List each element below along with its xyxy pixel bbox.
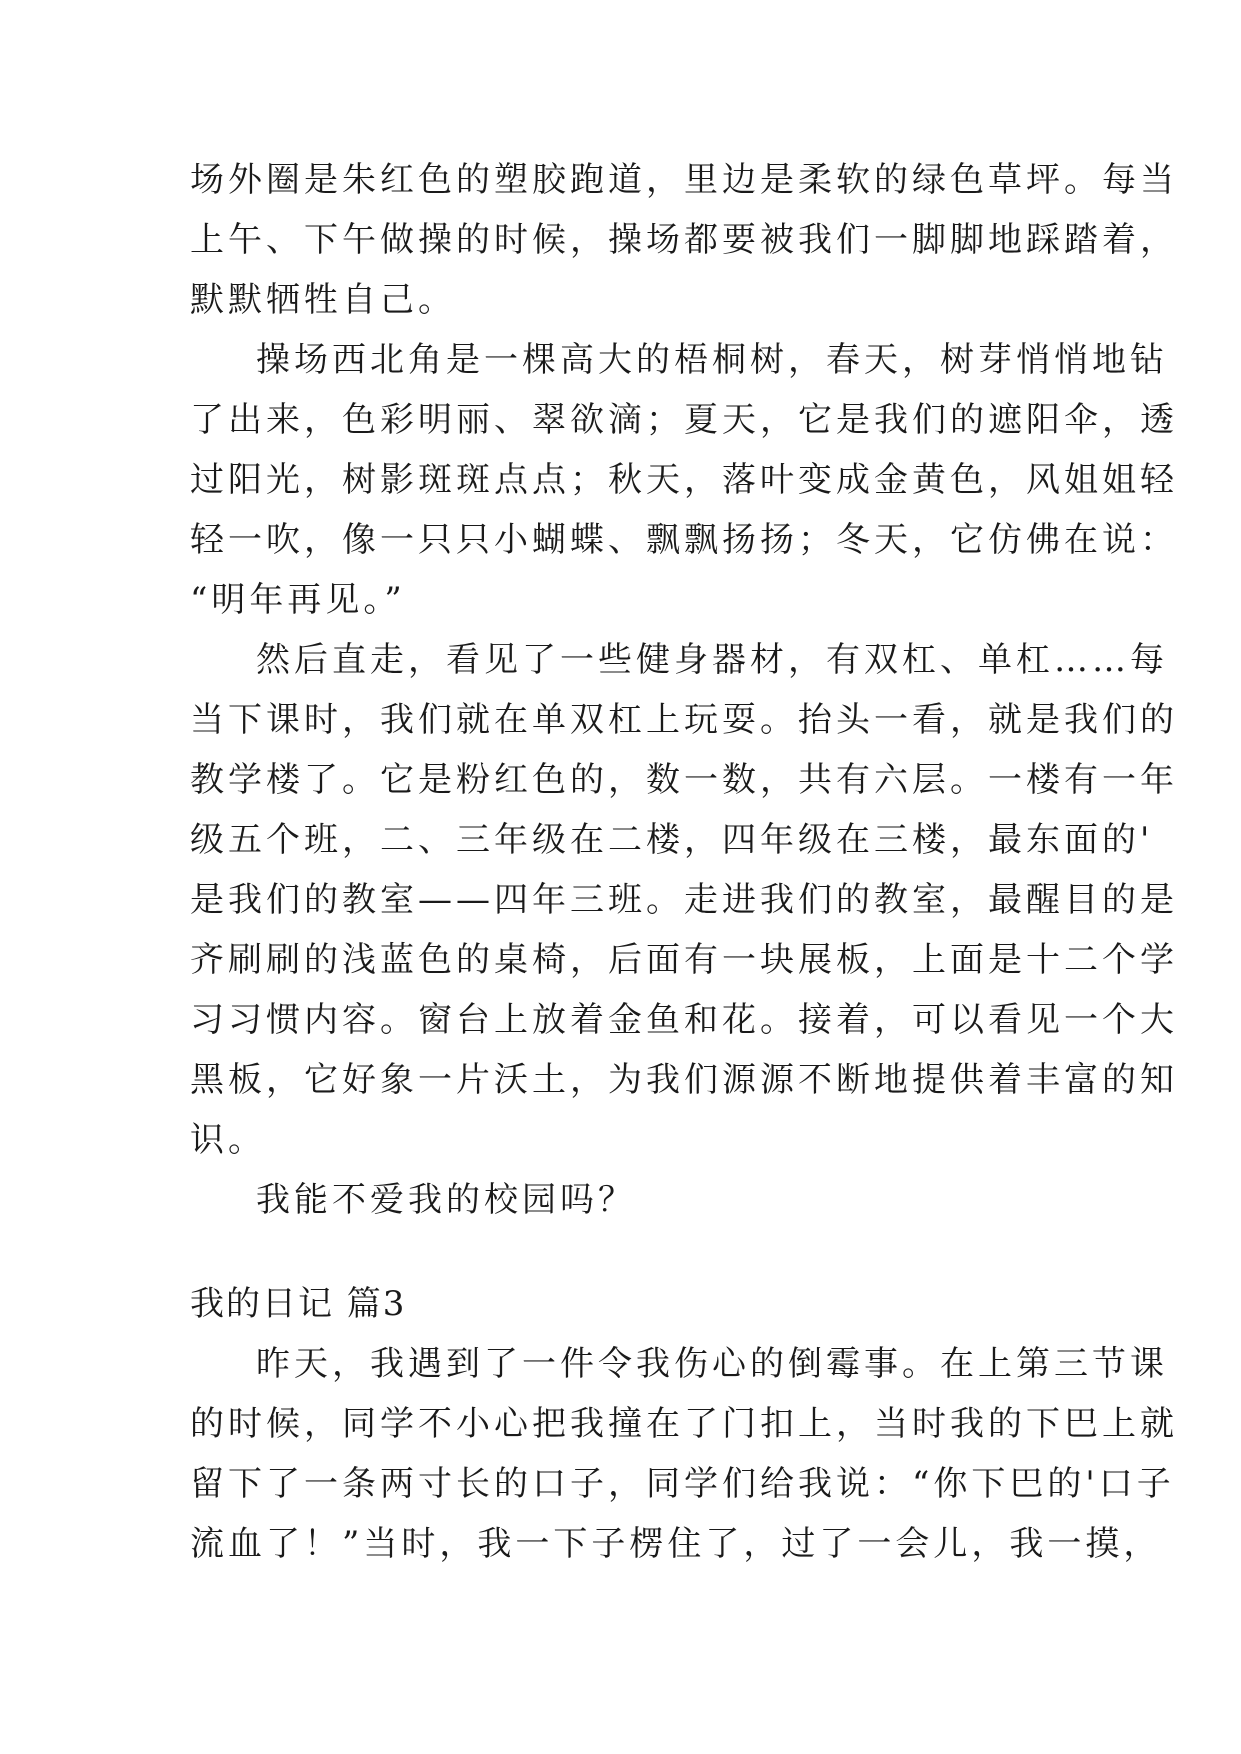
text-line: 操场西北角是一棵高大的梧桐树，春天，树芽悄悄地钻 <box>256 340 1168 380</box>
text-line: 习习惯内容。窗台上放着金鱼和花。接着，可以看见一个大 <box>190 1000 1178 1040</box>
paragraph-1 <box>190 150 1178 330</box>
text-line: 黑板，它好象一片沃土，为我们源源不断地提供着丰富的知 <box>190 1060 1178 1100</box>
text-line: 当下课时，我们就在单双杠上玩耍。抬头一看，就是我们的 <box>190 700 1178 740</box>
text-line: 的时候，同学不小心把我撞在了门扣上，当时我的下巴上就 <box>190 1404 1178 1444</box>
text-line: 了出来，色彩明丽、翠欲滴；夏天，它是我们的遮阳伞，透 <box>190 400 1178 440</box>
paragraph-3 <box>190 630 1178 1170</box>
text-line: 然后直走，看见了一些健身器材，有双杠、单杠……每 <box>256 640 1168 680</box>
text-line: 我能不爱我的校园吗？ <box>256 1180 636 1220</box>
section-spacer <box>190 1230 1060 1274</box>
text-line: 识。 <box>190 1120 266 1160</box>
text-line: “明年再见。” <box>190 580 406 620</box>
text-line: 轻一吹，像一只只小蝴蝶、飘飘扬扬；冬天，它仿佛在说： <box>190 520 1178 560</box>
section-heading: 我的日记 篇3 <box>190 1284 407 1324</box>
text-line: 默默牺牲自己。 <box>190 280 456 320</box>
text-line: 上午、下午做操的时候，操场都要被我们一脚脚地踩踏着， <box>190 220 1178 260</box>
text-line: 级五个班，二、三年级在二楼，四年级在三楼，最东面的' <box>190 820 1154 860</box>
text-line: 齐刷刷的浅蓝色的桌椅，后面有一块展板，上面是十二个学 <box>190 940 1178 980</box>
paragraph-4 <box>190 1170 1060 1230</box>
text-line: 流血了！”当时，我一下子楞住了，过了一会儿，我一摸， <box>190 1524 1162 1564</box>
text-line: 昨天，我遇到了一件令我伤心的倒霉事。在上第三节课 <box>256 1344 1168 1384</box>
paragraph-5 <box>190 1334 1178 1574</box>
paragraph-2 <box>190 330 1178 630</box>
text-line: 留下了一条两寸长的口子，同学们给我说：“你下巴的'口子 <box>190 1464 1175 1504</box>
text-line: 教学楼了。它是粉红色的，数一数，共有六层。一楼有一年 <box>190 760 1178 800</box>
text-line: 场外圈是朱红色的塑胶跑道，里边是柔软的绿色草坪。每当 <box>190 160 1178 200</box>
text-line: 是我们的教室——四年三班。走进我们的教室，最醒目的是 <box>190 880 1178 920</box>
text-line: 过阳光，树影斑斑点点；秋天，落叶变成金黄色，风姐姐轻 <box>190 460 1178 500</box>
document-page <box>190 150 1178 1574</box>
